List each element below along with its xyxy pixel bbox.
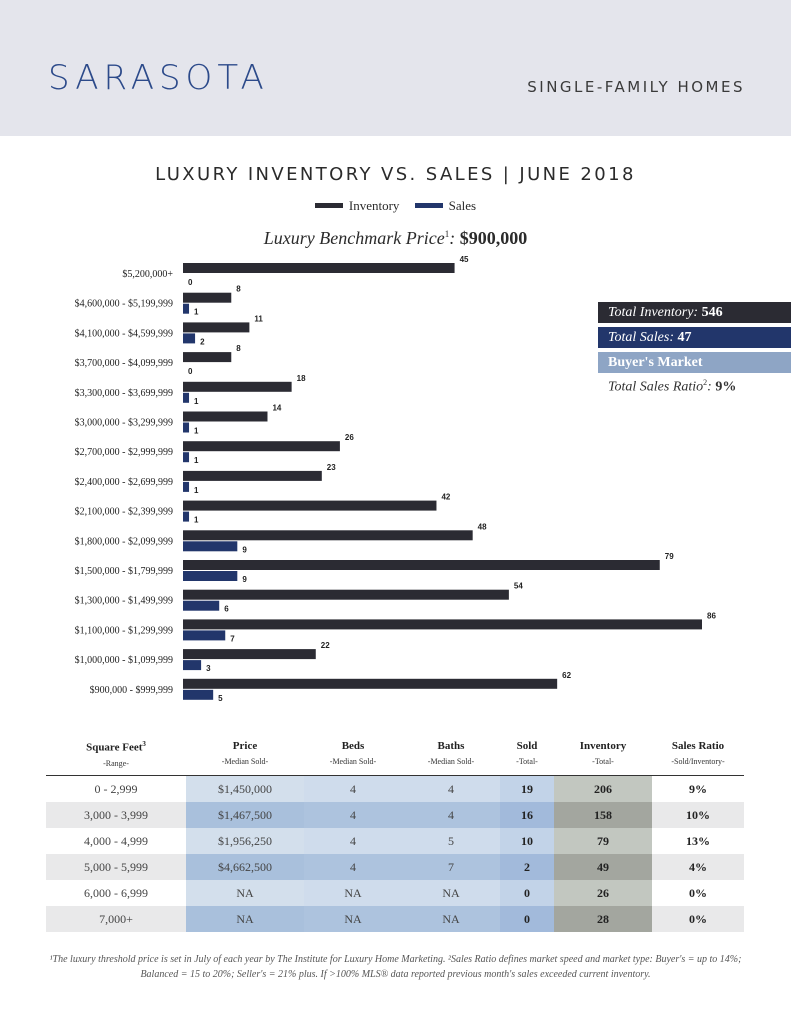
table-cell: 7,000+ — [46, 906, 186, 932]
market-type-box — [598, 352, 791, 373]
table-cell: 13% — [652, 828, 744, 854]
table-cell: $1,450,000 — [186, 776, 304, 802]
inventory-bar — [183, 441, 340, 451]
inventory-value-label: 42 — [441, 492, 451, 502]
total-sales-label: Total Sales: — [608, 330, 674, 345]
inventory-value-label: 86 — [707, 611, 716, 621]
benchmark-label: Luxury Benchmark Price — [263, 228, 445, 248]
column-subheader: -Median Sold- — [427, 757, 475, 766]
category-label: $1,100,000 - $1,299,999 — [74, 625, 173, 637]
sales-value-label: 7 — [230, 634, 235, 644]
category-label: $2,700,000 - $2,999,999 — [74, 447, 173, 459]
sales-bar — [183, 333, 195, 343]
table-cell: NA — [186, 906, 304, 932]
sales-ratio-label: Total Sales Ratio — [608, 379, 704, 395]
inventory-value-label: 54 — [513, 581, 523, 591]
inventory-value-label: 8 — [236, 284, 241, 294]
category-label: $4,100,000 - $4,599,999 — [74, 328, 173, 340]
inventory-value-label: 62 — [562, 670, 572, 680]
inventory-bar — [183, 322, 249, 332]
table-cell: 2 — [500, 854, 554, 880]
category-label: $2,400,000 - $2,699,999 — [74, 476, 173, 488]
benchmark-value: $900,000 — [459, 228, 528, 248]
column-header-footnote-ref: 3 — [142, 740, 146, 748]
table-cell: NA — [402, 906, 500, 932]
table-header — [46, 740, 744, 776]
column-subheader: -Total- — [592, 757, 614, 766]
sales-value-label: 9 — [242, 575, 247, 584]
inventory-bar — [183, 530, 473, 540]
total-sales-value: 47 — [677, 330, 692, 345]
table-cell: 158 — [554, 802, 652, 828]
inventory-value-label: 14 — [272, 403, 282, 413]
legend-item-inventory — [315, 198, 400, 214]
table-row — [46, 880, 744, 906]
table-cell: 0 — [500, 906, 554, 932]
sales-bar — [183, 482, 189, 492]
table-cell: 26 — [554, 880, 652, 906]
chart-legend — [0, 196, 791, 214]
table-cell: 0% — [652, 880, 744, 906]
column-subheader: -Sold/Inventory- — [671, 757, 725, 766]
inventory-value-label: 18 — [296, 373, 306, 383]
sales-value-label: 1 — [194, 456, 199, 466]
column-header — [652, 740, 744, 766]
table-cell: 6,000 - 6,999 — [46, 880, 186, 906]
inventory-value-label: 45 — [459, 255, 469, 264]
table-body — [46, 775, 744, 932]
total-inventory-box — [598, 302, 791, 323]
property-category: SINGLE-FAMILY HOMES — [527, 78, 745, 96]
total-sales-box — [598, 327, 791, 348]
column-header-label: Beds — [341, 740, 365, 752]
inventory-bar — [183, 560, 660, 570]
column-header — [402, 740, 500, 766]
inventory-value-label: 23 — [326, 462, 336, 472]
legend-label-inventory: Inventory — [348, 197, 400, 213]
table-cell: 19 — [500, 776, 554, 802]
table-cell: 5,000 - 5,999 — [46, 854, 186, 880]
table-cell: 206 — [554, 776, 652, 802]
sales-bar — [183, 541, 237, 551]
inventory-value-label: 48 — [477, 522, 487, 532]
sales-value-label: 1 — [194, 426, 199, 436]
inventory-bar — [183, 679, 557, 689]
sales-bar — [183, 601, 219, 611]
sales-ratio-footnote-ref: 2 — [703, 378, 708, 387]
sales-bar — [183, 571, 237, 581]
table-cell: NA — [186, 880, 304, 906]
inventory-bar — [183, 590, 509, 600]
legend-swatch-sales — [415, 203, 443, 208]
inventory-value-label: 8 — [236, 344, 241, 354]
column-subheader: -Range- — [103, 758, 129, 768]
sales-value-label: 1 — [194, 396, 199, 406]
footnote: ¹The luxury threshold price is set in July of each year by The Institute for Luxury Home Marketing. ²Sales Ratio defines market speed and market type: Buyer's = up to 14%; Balanced = 15 to 20%; Seller's = 21% plus. If >100% MLS® data reported previous month's sales exceeded current inventory. — [49, 954, 742, 980]
table-cell: 79 — [554, 828, 652, 854]
inventory-bar — [183, 471, 322, 481]
benchmark-colon: : — [449, 228, 456, 248]
table-cell: 4 — [402, 776, 500, 802]
sales-bar — [183, 690, 213, 700]
column-subheader: -Median Sold- — [329, 757, 377, 766]
column-header-label: Price — [232, 740, 258, 752]
category-label: $1,300,000 - $1,499,999 — [74, 595, 173, 607]
table-cell: 7 — [402, 854, 500, 880]
table-cell: 4 — [304, 802, 402, 828]
table-cell: 5 — [402, 828, 500, 854]
inventory-bar — [183, 263, 455, 273]
table-row — [46, 776, 744, 802]
column-header — [554, 740, 652, 766]
inventory-value-label: 79 — [664, 552, 674, 561]
table-cell: 28 — [554, 906, 652, 932]
page-header — [0, 0, 791, 136]
sales-bar — [183, 512, 189, 522]
table-row — [46, 854, 744, 880]
inventory-bar — [183, 412, 267, 422]
table-cell: NA — [304, 880, 402, 906]
column-header-label: Sales Ratio — [671, 740, 725, 752]
benchmark-price — [0, 228, 791, 249]
sales-ratio-value: 9% — [715, 379, 737, 395]
table-cell: 4% — [652, 854, 744, 880]
table-cell: $4,662,500 — [186, 854, 304, 880]
table-cell: $1,467,500 — [186, 802, 304, 828]
table-cell: 0 — [500, 880, 554, 906]
table-cell: 0 - 2,999 — [46, 776, 186, 802]
table-cell: 16 — [500, 802, 554, 828]
sales-bar — [183, 630, 225, 640]
category-label: $3,700,000 - $4,099,999 — [74, 358, 173, 370]
sales-bar — [183, 423, 189, 433]
table-cell: 9% — [652, 776, 744, 802]
table-cell: 0% — [652, 906, 744, 932]
table-cell: 3,000 - 3,999 — [46, 802, 186, 828]
category-label: $1,000,000 - $1,099,999 — [74, 655, 173, 667]
column-header — [186, 740, 304, 766]
category-label: $2,100,000 - $2,399,999 — [74, 506, 173, 518]
table-cell: 4 — [304, 854, 402, 880]
sales-value-label: 2 — [200, 337, 205, 347]
table-cell: NA — [304, 906, 402, 932]
inventory-bar — [183, 619, 702, 629]
column-header — [500, 740, 554, 766]
sales-value-label: 3 — [206, 664, 211, 674]
category-label: $4,600,000 - $5,199,999 — [74, 298, 173, 310]
inventory-value-label: 11 — [254, 314, 263, 324]
table-row — [46, 802, 744, 828]
table-cell: 4 — [304, 776, 402, 802]
table-row — [46, 906, 744, 932]
sales-value-label: 5 — [218, 693, 223, 703]
inventory-bar — [183, 293, 231, 303]
table-row — [46, 828, 744, 854]
sales-bar — [183, 393, 189, 403]
sales-value-label: 6 — [224, 604, 229, 614]
inventory-bar — [183, 382, 292, 392]
inventory-bar — [183, 501, 436, 511]
legend-item-sales — [415, 198, 476, 214]
city-title: SARASOTA — [48, 58, 269, 98]
sales-value-label: 0 — [188, 367, 193, 377]
sales-bar — [183, 452, 189, 462]
category-label: $3,000,000 - $3,299,999 — [74, 417, 173, 429]
table-cell: NA — [402, 880, 500, 906]
sales-bar — [183, 660, 201, 670]
inventory-bar — [183, 649, 316, 659]
category-label: $5,200,000+ — [122, 269, 173, 280]
inventory-value-label: 26 — [344, 433, 354, 443]
legend-label-sales: Sales — [448, 197, 477, 213]
legend-swatch-inventory — [315, 203, 343, 208]
stats-table — [46, 740, 744, 926]
chart-title: LUXURY INVENTORY VS. SALES | JUNE 2018 — [155, 164, 636, 185]
table-cell: $1,956,250 — [186, 828, 304, 854]
table-cell: 10% — [652, 802, 744, 828]
table-cell: 4 — [304, 828, 402, 854]
table-cell: 49 — [554, 854, 652, 880]
category-label: $3,300,000 - $3,699,999 — [74, 387, 173, 399]
column-subheader: -Median Sold- — [221, 757, 269, 766]
inventory-bar — [183, 352, 231, 362]
category-label: $900,000 - $999,999 — [89, 684, 173, 696]
market-type-label: Buyer's Market — [608, 355, 703, 370]
sales-ratio-colon: : — [707, 379, 712, 395]
sales-value-label: 1 — [194, 307, 199, 317]
benchmark-footnote-ref: 1 — [444, 229, 450, 239]
total-sales-ratio — [608, 378, 736, 396]
column-header-label: Square Feet — [86, 741, 143, 754]
total-inventory-label: Total Inventory: — [608, 305, 699, 320]
column-header — [304, 740, 402, 766]
category-label: $1,800,000 - $2,099,999 — [74, 536, 173, 548]
inventory-value-label: 22 — [320, 641, 330, 651]
column-header-label: Inventory — [579, 740, 627, 752]
column-header-label: Baths — [437, 740, 465, 752]
column-header — [46, 740, 186, 768]
total-inventory-value: 546 — [701, 305, 723, 320]
category-label: $1,500,000 - $1,799,999 — [74, 566, 173, 577]
sales-bar — [183, 304, 189, 314]
table-cell: 4,000 - 4,999 — [46, 828, 186, 854]
sales-value-label: 0 — [188, 278, 193, 287]
table-cell: 10 — [500, 828, 554, 854]
column-header-label: Sold — [516, 740, 538, 752]
column-subheader: -Total- — [516, 757, 538, 766]
sales-value-label: 9 — [242, 545, 247, 555]
table-cell: 4 — [402, 802, 500, 828]
sales-value-label: 1 — [194, 485, 199, 495]
sales-value-label: 1 — [194, 515, 199, 525]
